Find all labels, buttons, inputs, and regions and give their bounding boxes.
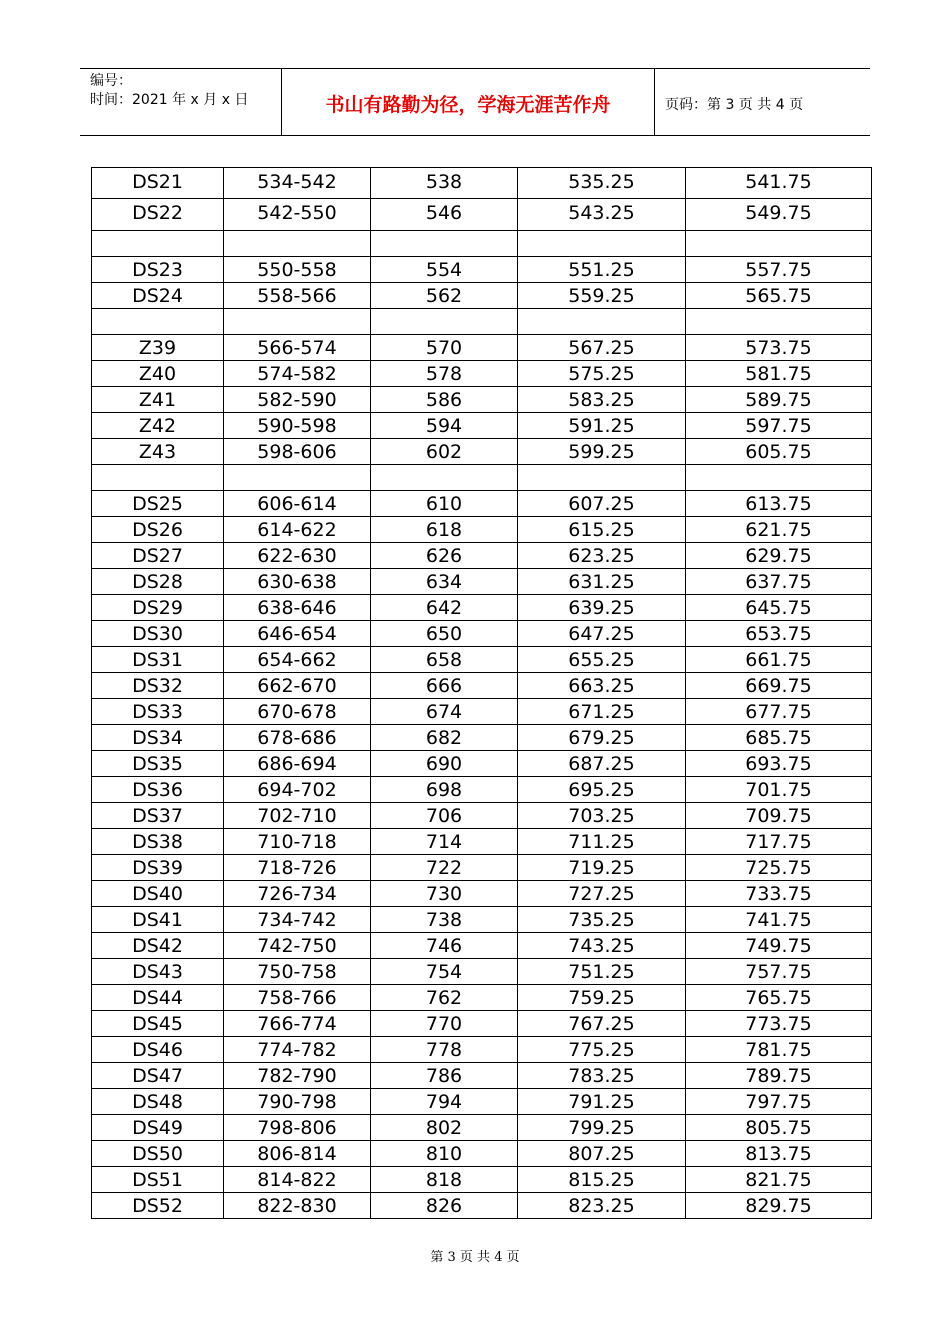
audio-carrier-cell: 645.75 (745, 597, 812, 619)
header-bottom-rule (80, 135, 870, 136)
table-row (91, 413, 872, 439)
band-range-cell: 686-694 (224, 751, 371, 776)
channel-cell: DS38 (92, 829, 224, 854)
channel-cell: DS33 (92, 699, 224, 724)
video-carrier-cell: 623.25 (518, 543, 686, 568)
center-freq-cell: 586 (371, 387, 518, 412)
band-range-cell: 734-742 (224, 907, 371, 932)
page-header (80, 68, 870, 136)
serial-label: 编号： (90, 73, 132, 89)
band-range-cell: 678-686 (224, 725, 371, 750)
band-range-cell (224, 231, 371, 256)
band-range-cell: 638-646 (224, 595, 371, 620)
center-freq-cell: 562 (371, 283, 518, 308)
center-freq-cell: 826 (371, 1193, 518, 1218)
center-freq-cell: 786 (371, 1063, 518, 1088)
channel-cell: Z42 (92, 413, 224, 438)
center-freq-cell: 610 (371, 491, 518, 516)
center-freq-cell: 570 (371, 335, 518, 360)
center-freq-cell (371, 231, 518, 256)
channel-cell: DS44 (92, 985, 224, 1010)
band-range-cell: 702-710 (224, 803, 371, 828)
table-row (91, 283, 872, 309)
video-carrier-cell: 823.25 (518, 1193, 686, 1218)
center-freq-cell: 666 (371, 673, 518, 698)
video-carrier-cell: 679.25 (518, 725, 686, 750)
center-freq-cell: 730 (371, 881, 518, 906)
audio-carrier-cell (686, 309, 871, 334)
channel-cell: Z43 (92, 439, 224, 464)
band-range-cell: 582-590 (224, 387, 371, 412)
center-freq-cell: 690 (371, 751, 518, 776)
center-freq-cell: 810 (371, 1141, 518, 1166)
channel-cell: DS45 (92, 1011, 224, 1036)
center-freq-cell: 634 (371, 569, 518, 594)
channel-cell: DS43 (92, 959, 224, 984)
channel-cell: DS21 (92, 168, 224, 198)
table-spacer-row (91, 465, 872, 491)
table-row (91, 1115, 872, 1141)
table-row (91, 569, 872, 595)
channel-cell: DS35 (92, 751, 224, 776)
video-carrier-cell: 671.25 (518, 699, 686, 724)
channel-cell: DS34 (92, 725, 224, 750)
channel-cell: DS32 (92, 673, 224, 698)
table-row (91, 491, 872, 517)
channel-cell: DS36 (92, 777, 224, 802)
band-range-cell: 726-734 (224, 881, 371, 906)
center-freq-cell: 538 (371, 168, 518, 198)
header-motto: 书山有路勤为径，学海无涯苦作舟 (325, 94, 611, 116)
table-row (91, 1193, 872, 1219)
audio-carrier-cell: 765.75 (745, 987, 812, 1009)
table-row (91, 647, 872, 673)
audio-carrier-cell: 797.75 (745, 1091, 812, 1113)
center-freq-cell (371, 465, 518, 490)
video-carrier-cell: 751.25 (518, 959, 686, 984)
audio-carrier-cell: 733.75 (745, 883, 812, 905)
video-carrier-cell: 775.25 (518, 1037, 686, 1062)
center-freq-cell: 746 (371, 933, 518, 958)
center-freq-cell: 794 (371, 1089, 518, 1114)
band-range-cell: 774-782 (224, 1037, 371, 1062)
video-carrier-cell: 647.25 (518, 621, 686, 646)
table-spacer-row (91, 309, 872, 335)
audio-carrier-cell (686, 231, 871, 256)
channel-cell: DS22 (92, 199, 224, 230)
channel-cell: DS47 (92, 1063, 224, 1088)
time-label: 时间：2021 年 x 月 x 日 (90, 92, 249, 108)
video-carrier-cell: 759.25 (518, 985, 686, 1010)
table-row (91, 959, 872, 985)
band-range-cell (224, 465, 371, 490)
video-carrier-cell: 807.25 (518, 1141, 686, 1166)
channel-cell (92, 309, 224, 334)
band-range-cell: 758-766 (224, 985, 371, 1010)
channel-cell: DS30 (92, 621, 224, 646)
video-carrier-cell: 567.25 (518, 335, 686, 360)
audio-carrier-cell: 693.75 (745, 753, 812, 775)
audio-carrier-cell: 581.75 (745, 363, 812, 385)
channel-cell: DS25 (92, 491, 224, 516)
band-range-cell: 742-750 (224, 933, 371, 958)
table-row (91, 595, 872, 621)
table-row (91, 361, 872, 387)
channel-cell: DS51 (92, 1167, 224, 1192)
table-row (91, 517, 872, 543)
audio-carrier-cell: 773.75 (745, 1013, 812, 1035)
band-range-cell: 790-798 (224, 1089, 371, 1114)
channel-frequency-table (91, 167, 872, 1219)
audio-carrier-cell (686, 465, 871, 490)
band-range-cell: 606-614 (224, 491, 371, 516)
audio-carrier-cell: 677.75 (745, 701, 812, 723)
audio-carrier-cell: 813.75 (745, 1143, 812, 1165)
channel-cell: DS29 (92, 595, 224, 620)
channel-cell: DS50 (92, 1141, 224, 1166)
video-carrier-cell: 535.25 (518, 168, 686, 198)
band-range-cell: 646-654 (224, 621, 371, 646)
center-freq-cell: 578 (371, 361, 518, 386)
audio-carrier-cell: 725.75 (745, 857, 812, 879)
audio-carrier-cell: 757.75 (745, 961, 812, 983)
table-row (91, 1167, 872, 1193)
video-carrier-cell: 799.25 (518, 1115, 686, 1140)
center-freq-cell (371, 309, 518, 334)
video-carrier-cell: 607.25 (518, 491, 686, 516)
table-row (91, 777, 872, 803)
channel-cell: DS24 (92, 283, 224, 308)
audio-carrier-cell: 805.75 (745, 1117, 812, 1139)
band-range-cell: 590-598 (224, 413, 371, 438)
center-freq-cell: 706 (371, 803, 518, 828)
video-carrier-cell: 711.25 (518, 829, 686, 854)
video-carrier-cell: 551.25 (518, 257, 686, 282)
channel-cell: DS48 (92, 1089, 224, 1114)
page-footer: 第 3 页 共 4 页 (430, 1250, 520, 1265)
video-carrier-cell (518, 465, 686, 490)
channel-cell: DS52 (92, 1193, 224, 1218)
audio-carrier-cell: 629.75 (745, 545, 812, 567)
table-row (91, 439, 872, 465)
video-carrier-cell: 815.25 (518, 1167, 686, 1192)
video-carrier-cell: 783.25 (518, 1063, 686, 1088)
center-freq-cell: 658 (371, 647, 518, 672)
table-row (91, 1037, 872, 1063)
video-carrier-cell: 631.25 (518, 569, 686, 594)
video-carrier-cell: 719.25 (518, 855, 686, 880)
band-range-cell: 814-822 (224, 1167, 371, 1192)
audio-carrier-cell: 821.75 (745, 1169, 812, 1191)
band-range-cell: 622-630 (224, 543, 371, 568)
center-freq-cell: 722 (371, 855, 518, 880)
video-carrier-cell (518, 309, 686, 334)
channel-cell: Z40 (92, 361, 224, 386)
header-divider-right (654, 68, 655, 136)
channel-cell (92, 465, 224, 490)
table-row (91, 1011, 872, 1037)
channel-cell: DS31 (92, 647, 224, 672)
center-freq-cell: 738 (371, 907, 518, 932)
channel-cell: DS26 (92, 517, 224, 542)
header-meta (90, 72, 248, 110)
table-row (91, 907, 872, 933)
table-row (91, 751, 872, 777)
band-range-cell: 630-638 (224, 569, 371, 594)
audio-carrier-cell: 589.75 (745, 389, 812, 411)
channel-cell: DS46 (92, 1037, 224, 1062)
table-row (91, 699, 872, 725)
table-row (91, 1141, 872, 1167)
center-freq-cell: 602 (371, 439, 518, 464)
center-freq-cell: 546 (371, 199, 518, 230)
table-row (91, 1089, 872, 1115)
table-row (91, 985, 872, 1011)
audio-carrier-cell: 829.75 (745, 1195, 812, 1217)
table-row (91, 387, 872, 413)
table-row (91, 257, 872, 283)
video-carrier-cell: 543.25 (518, 199, 686, 230)
band-range-cell: 822-830 (224, 1193, 371, 1218)
audio-carrier-cell: 749.75 (745, 935, 812, 957)
audio-carrier-cell: 709.75 (745, 805, 812, 827)
channel-cell: Z39 (92, 335, 224, 360)
channel-cell: DS42 (92, 933, 224, 958)
video-carrier-cell: 735.25 (518, 907, 686, 932)
center-freq-cell: 802 (371, 1115, 518, 1140)
video-carrier-cell: 663.25 (518, 673, 686, 698)
video-carrier-cell: 591.25 (518, 413, 686, 438)
band-range-cell (224, 309, 371, 334)
channel-cell: DS41 (92, 907, 224, 932)
video-carrier-cell: 743.25 (518, 933, 686, 958)
table-row (91, 803, 872, 829)
audio-carrier-cell: 669.75 (745, 675, 812, 697)
table-row (91, 1063, 872, 1089)
center-freq-cell: 762 (371, 985, 518, 1010)
channel-cell: DS39 (92, 855, 224, 880)
band-range-cell: 566-574 (224, 335, 371, 360)
center-freq-cell: 818 (371, 1167, 518, 1192)
band-range-cell: 574-582 (224, 361, 371, 386)
video-carrier-cell: 791.25 (518, 1089, 686, 1114)
center-freq-cell: 594 (371, 413, 518, 438)
channel-cell: DS28 (92, 569, 224, 594)
band-range-cell: 558-566 (224, 283, 371, 308)
band-range-cell: 750-758 (224, 959, 371, 984)
center-freq-cell: 650 (371, 621, 518, 646)
center-freq-cell: 778 (371, 1037, 518, 1062)
band-range-cell: 798-806 (224, 1115, 371, 1140)
band-range-cell: 766-774 (224, 1011, 371, 1036)
header-top-rule (80, 68, 870, 69)
center-freq-cell: 714 (371, 829, 518, 854)
audio-carrier-cell: 781.75 (745, 1039, 812, 1061)
band-range-cell: 670-678 (224, 699, 371, 724)
band-range-cell: 542-550 (224, 199, 371, 230)
table-row (91, 829, 872, 855)
video-carrier-cell: 703.25 (518, 803, 686, 828)
audio-carrier-cell: 565.75 (745, 285, 812, 307)
video-carrier-cell: 687.25 (518, 751, 686, 776)
channel-cell: DS49 (92, 1115, 224, 1140)
band-range-cell: 534-542 (224, 168, 371, 198)
audio-carrier-cell: 557.75 (745, 259, 812, 281)
table-row (91, 199, 872, 231)
video-carrier-cell: 559.25 (518, 283, 686, 308)
channel-cell: DS40 (92, 881, 224, 906)
audio-carrier-cell: 541.75 (745, 171, 812, 193)
audio-carrier-cell: 549.75 (745, 202, 812, 224)
center-freq-cell: 682 (371, 725, 518, 750)
center-freq-cell: 642 (371, 595, 518, 620)
audio-carrier-cell: 573.75 (745, 337, 812, 359)
table-row (91, 725, 872, 751)
audio-carrier-cell: 701.75 (745, 779, 812, 801)
video-carrier-cell: 727.25 (518, 881, 686, 906)
video-carrier-cell (518, 231, 686, 256)
band-range-cell: 694-702 (224, 777, 371, 802)
video-carrier-cell: 583.25 (518, 387, 686, 412)
channel-cell: Z41 (92, 387, 224, 412)
center-freq-cell: 626 (371, 543, 518, 568)
band-range-cell: 662-670 (224, 673, 371, 698)
band-range-cell: 782-790 (224, 1063, 371, 1088)
band-range-cell: 806-814 (224, 1141, 371, 1166)
audio-carrier-cell: 613.75 (745, 493, 812, 515)
band-range-cell: 550-558 (224, 257, 371, 282)
center-freq-cell: 698 (371, 777, 518, 802)
video-carrier-cell: 767.25 (518, 1011, 686, 1036)
audio-carrier-cell: 621.75 (745, 519, 812, 541)
audio-carrier-cell: 685.75 (745, 727, 812, 749)
audio-carrier-cell: 597.75 (745, 415, 812, 437)
channel-cell: DS37 (92, 803, 224, 828)
table-row (91, 543, 872, 569)
table-row (91, 673, 872, 699)
audio-carrier-cell: 661.75 (745, 649, 812, 671)
video-carrier-cell: 695.25 (518, 777, 686, 802)
center-freq-cell: 754 (371, 959, 518, 984)
video-carrier-cell: 615.25 (518, 517, 686, 542)
table-row (91, 933, 872, 959)
center-freq-cell: 618 (371, 517, 518, 542)
band-range-cell: 614-622 (224, 517, 371, 542)
table-row (91, 621, 872, 647)
video-carrier-cell: 575.25 (518, 361, 686, 386)
audio-carrier-cell: 653.75 (745, 623, 812, 645)
center-freq-cell: 554 (371, 257, 518, 282)
center-freq-cell: 770 (371, 1011, 518, 1036)
video-carrier-cell: 599.25 (518, 439, 686, 464)
table-row (91, 167, 872, 199)
channel-cell: DS27 (92, 543, 224, 568)
band-range-cell: 710-718 (224, 829, 371, 854)
video-carrier-cell: 639.25 (518, 595, 686, 620)
table-row (91, 855, 872, 881)
table-row (91, 881, 872, 907)
audio-carrier-cell: 741.75 (745, 909, 812, 931)
audio-carrier-cell: 717.75 (745, 831, 812, 853)
audio-carrier-cell: 789.75 (745, 1065, 812, 1087)
band-range-cell: 718-726 (224, 855, 371, 880)
audio-carrier-cell: 637.75 (745, 571, 812, 593)
table-row (91, 335, 872, 361)
table-spacer-row (91, 231, 872, 257)
channel-cell: DS23 (92, 257, 224, 282)
band-range-cell: 654-662 (224, 647, 371, 672)
header-page-info: 页码：第 3 页 共 4 页 (665, 97, 804, 113)
center-freq-cell: 674 (371, 699, 518, 724)
audio-carrier-cell: 605.75 (745, 441, 812, 463)
channel-cell (92, 231, 224, 256)
video-carrier-cell: 655.25 (518, 647, 686, 672)
band-range-cell: 598-606 (224, 439, 371, 464)
